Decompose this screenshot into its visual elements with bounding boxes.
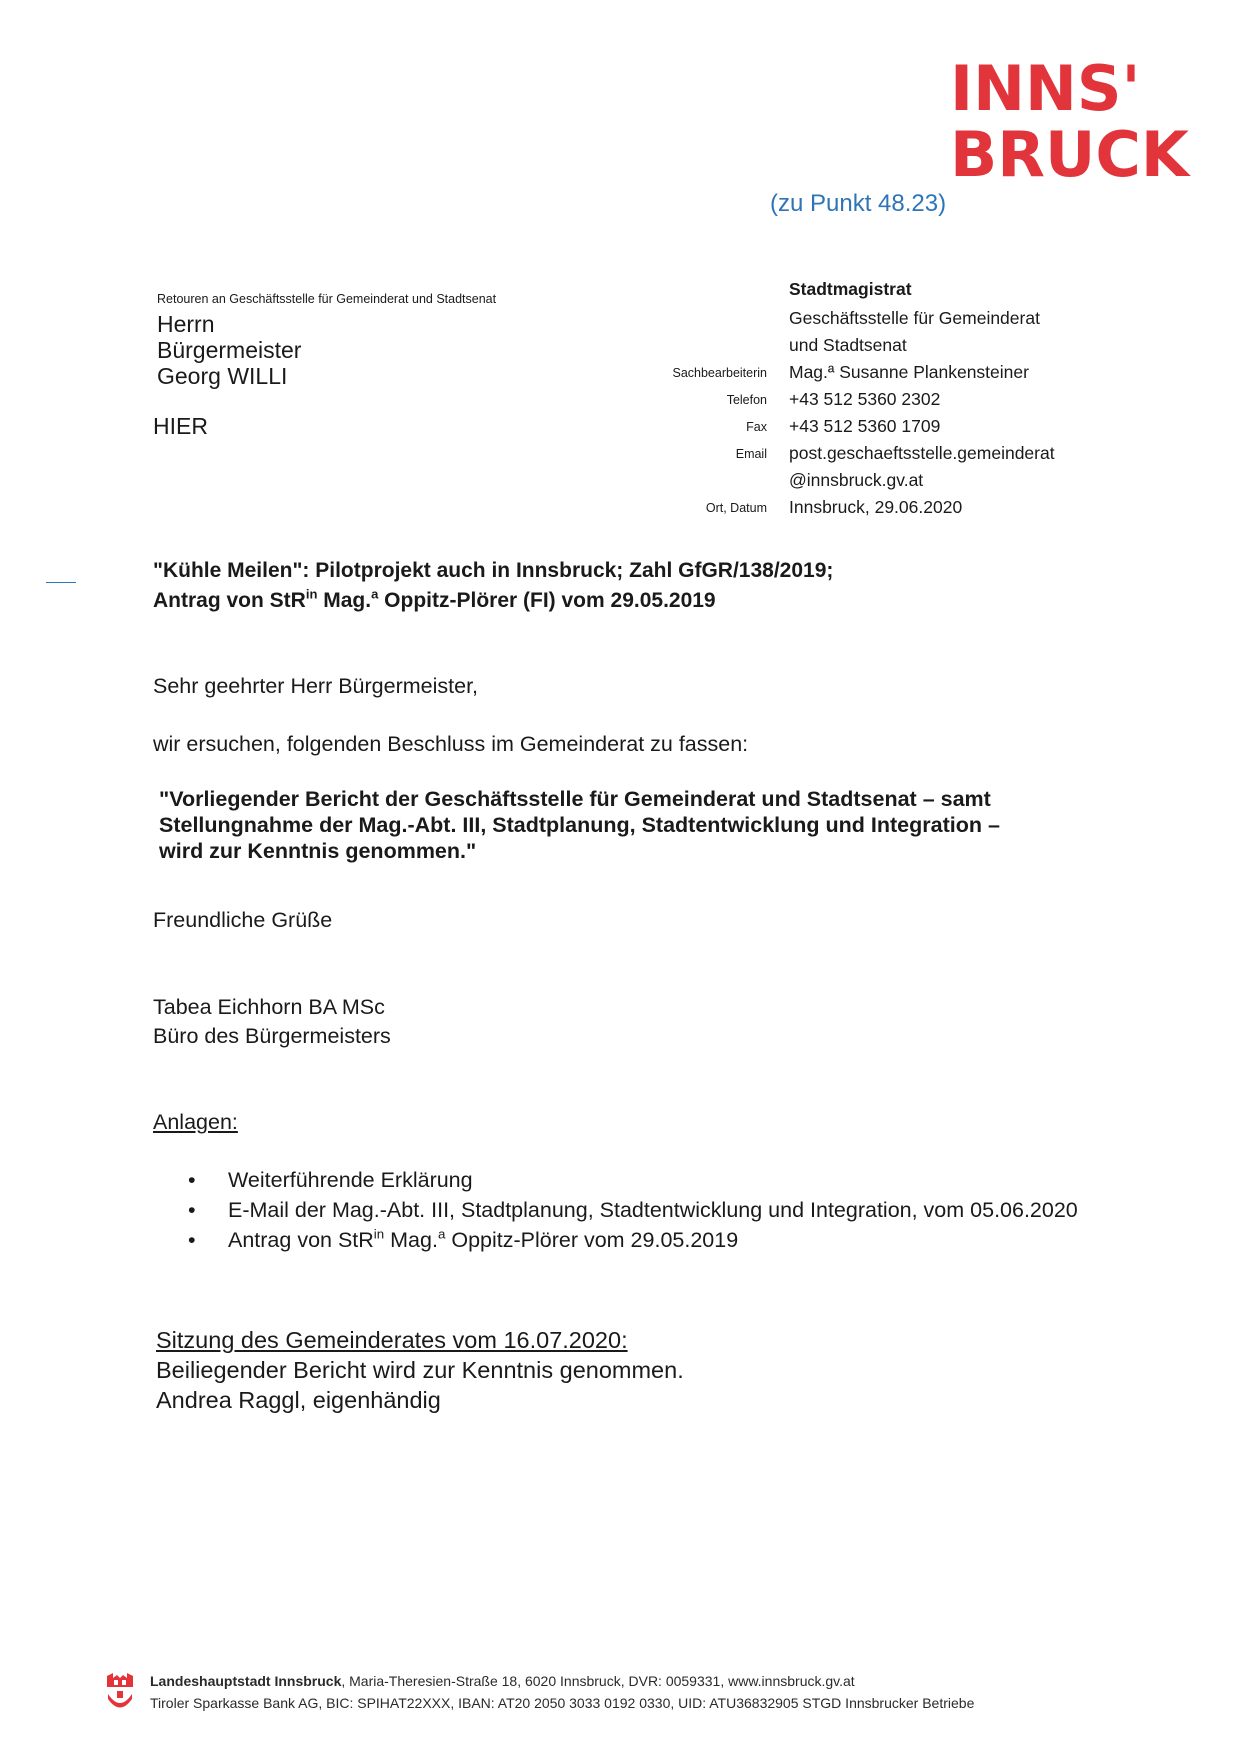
signatory: [153, 993, 391, 1051]
list-item: • E-Mail der Mag.-Abt. III, Stadtplanung, Stadtentwicklung und Integration, vom 05.06.2020: [188, 1195, 1078, 1225]
logo-line-2: BRUCK: [950, 118, 1189, 191]
bullet-icon: •: [188, 1168, 196, 1192]
attachments-list: [188, 1165, 1078, 1255]
recipient-salutation: Herrn: [157, 311, 215, 337]
innsbruck-logo: [950, 52, 1189, 191]
footer: [105, 1670, 1095, 1716]
bullet-icon: •: [188, 1228, 196, 1252]
recipient-name: Georg WILLI: [157, 363, 288, 389]
recipient-address: [157, 311, 301, 389]
session-result: Beiliegender Bericht wird zur Kenntnis genommen.: [156, 1357, 684, 1383]
session-heading: Sitzung des Gemeinderates vom 16.07.2020:: [156, 1327, 628, 1353]
sender-place-date: Innsbruck, 29.06.2020: [789, 497, 963, 517]
resolution-line-2: Stellungnahme der Mag.-Abt. III, Stadtplanung, Stadtentwicklung und Integration –: [159, 813, 1000, 837]
subject-line-2: Antrag von StR$^{in}$ Mag.$^a$ Oppitz-Plörer (FI) vom 29.05.2019: [153, 586, 716, 612]
session-note: [156, 1325, 684, 1415]
fold-mark: [46, 582, 76, 583]
sender-phone: +43 512 5360 2302: [789, 389, 941, 409]
recipient-title: Bürgermeister: [157, 337, 302, 363]
salutation: Sehr geehrter Herr Bürgermeister,: [153, 674, 479, 698]
sender-dept-line-2: und Stadtsenat: [789, 335, 907, 355]
sender-details: [789, 305, 1055, 521]
label-place-date: Ort, Datum: [705, 501, 767, 515]
footer-line-2: Tiroler Sparkasse Bank AG, BIC: SPIHAT22XXX, IBAN: AT20 2050 3033 0192 0330, UID: ATU36832905 STGD Innsbrucker Betriebe: [150, 1695, 975, 1711]
closing: Freundliche Grüße: [153, 908, 333, 932]
return-address-note: Retouren an Geschäftsstelle für Gemeinderat und Stadtsenat: [157, 292, 497, 306]
recipient-location: HIER: [153, 413, 208, 439]
label-fax: Fax: [746, 420, 767, 434]
session-signed: Andrea Raggl, eigenhändig: [156, 1387, 441, 1413]
agenda-reference: (zu Punkt 48.23): [770, 190, 947, 217]
sender-email-line-1: post.geschaeftsstelle.gemeinderat: [789, 443, 1055, 463]
subject: [153, 556, 833, 616]
request-text: wir ersuchen, folgenden Beschluss im Gemeinderat zu fassen:: [153, 732, 749, 756]
logo-line-1: INNS': [950, 52, 1141, 125]
resolution-line-1: "Vorliegender Bericht der Geschäftsstelle für Gemeinderat und Stadtsenat – samt: [159, 787, 991, 811]
signatory-office: Büro des Bürgermeisters: [153, 1024, 391, 1048]
list-item: • Antrag von StR$^{in}$ Mag.$^a$ Oppitz-Plörer vom 29.05.2019: [188, 1225, 1078, 1255]
city-coat-of-arms-icon: [105, 1672, 135, 1710]
resolution-line-3: wird zur Kenntnis genommen.": [159, 839, 477, 863]
sender-email-line-2: @innsbruck.gv.at: [789, 470, 924, 490]
sender-clerk: Mag.ª Susanne Plankensteiner: [789, 362, 1029, 382]
resolution-text: [159, 786, 1000, 864]
subject-line-1: "Kühle Meilen": Pilotprojekt auch in Innsbruck; Zahl GfGR/138/2019;: [153, 559, 834, 582]
bullet-icon: •: [188, 1198, 196, 1222]
label-clerk: Sachbearbeiterin: [672, 366, 767, 380]
label-phone: Telefon: [726, 393, 767, 407]
footer-text: [150, 1670, 974, 1714]
sender-title: Stadtmagistrat: [789, 279, 912, 299]
sender-fax: +43 512 5360 1709: [789, 416, 941, 436]
sender-dept-line-1: Geschäftsstelle für Gemeinderat: [789, 308, 1040, 328]
footer-line-1: Landeshauptstadt Innsbruck, Maria-Theresien-Straße 18, 6020 Innsbruck, DVR: 0059331, www.innsbruck.gv.at: [150, 1673, 855, 1689]
signatory-name: Tabea Eichhorn BA MSc: [153, 995, 385, 1019]
list-item: • Weiterführende Erklärung: [188, 1165, 1078, 1195]
label-email: Email: [735, 447, 767, 461]
attachments-title: Anlagen:: [153, 1110, 238, 1134]
